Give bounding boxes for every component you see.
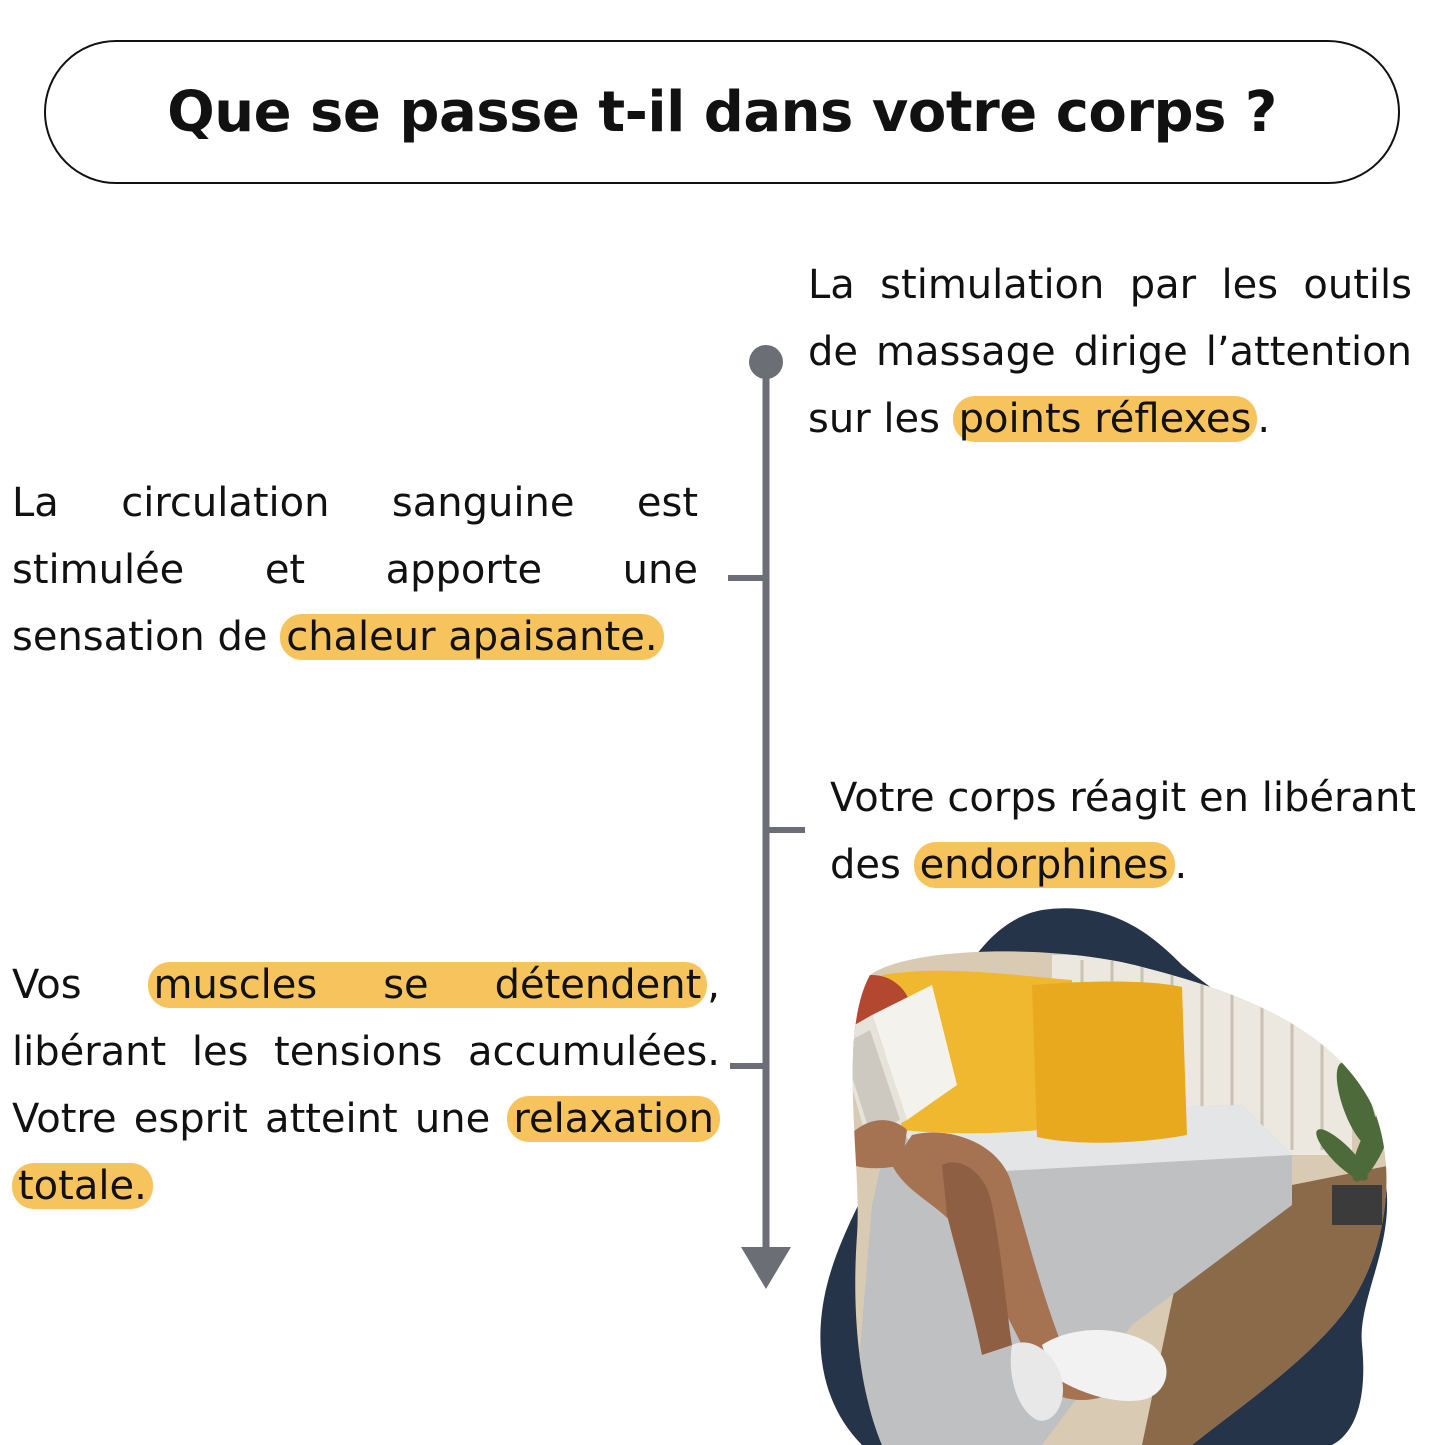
highlight-points-reflexes: points réflexes (953, 396, 1258, 442)
timeline-start-dot (749, 345, 783, 379)
highlight-muscles: muscles se détendent (148, 962, 708, 1008)
step-2-text: La circulation sanguine est stimulée et apporte une sensation de chaleur apaisante. (12, 480, 698, 660)
step-3-text: Votre corps réagit en libérant des endorphines . (830, 775, 1416, 888)
page-title: Que se passe t-il dans votre corps ? (167, 79, 1277, 145)
relaxation-photo (812, 905, 1392, 1445)
step-1-text: La stimulation par les outils de massage dirige l’attention sur les points réflexes . (808, 262, 1412, 442)
highlight-chaleur-apaisante: chaleur apaisante. (280, 614, 663, 660)
highlight-endorphines: endorphines (914, 842, 1175, 888)
step-4-text: Vos muscles se détendent , libérant les tensions accumulées. Votre esprit atteint une relaxation totale. (12, 962, 720, 1209)
highlight-relaxation-totale: relaxation totale. (12, 1096, 720, 1209)
timeline-arrow-head (741, 1247, 791, 1289)
